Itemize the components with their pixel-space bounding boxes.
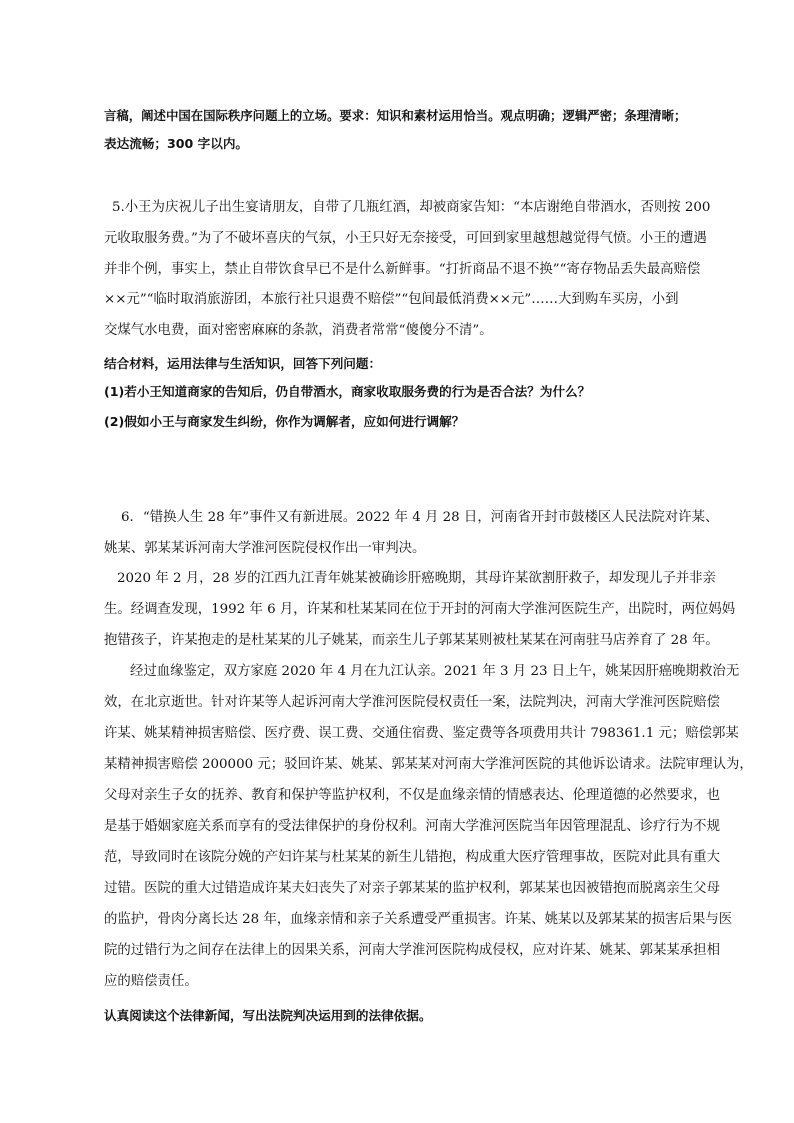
q6-line-12: 范，导致同时在该院分娩的产妇许某与杜某某的新生儿错抱，构成重大医疗管理事故，医院对此具有重大: [104, 850, 720, 865]
q5-line-3: 并非个例，事实上，禁止自带饮食早已不是什么新鲜事。“打折商品不退不换”“寄存物品丢失最高赔偿: [104, 262, 701, 277]
q6-line-10: 父母对亲生子女的抚养、教育和保护等监护权利，不仅是血缘亲情的情感表达、伦理道德的必然要求，也: [104, 788, 720, 803]
q6-line-16: 应的赔偿责任。: [104, 974, 198, 989]
q5-subquestion-2: (2)假如小王与商家发生纠纷，你作为调解者，应如何进行调解？: [104, 414, 465, 429]
q6-line-5: 抱错孩子，许某抱走的是杜某某的儿子姚某，而亲生儿子郭某某则被杜某某在河南驻马店养育了 28 年。: [104, 633, 719, 648]
q6-line-6: 经过血缘鉴定，双方家庭 2020 年 4 月在九江认亲。2021 年 3 月 23 日上午，姚某因肝癌晚期救治无: [130, 664, 740, 679]
q6-line-1: 6．“错换人生 28 年”事件又有新进展。2022 年 4 月 28 日，河南省开封市鼓楼区人民法院对许某、: [121, 510, 719, 525]
q5-instruction: 结合材料，运用法律与生活知识，回答下列问题：: [104, 356, 382, 371]
q6-line-15: 院的过错行为之间存在法律上的因果关系，河南大学淮河医院构成侵权，应对许某、姚某、郭某某承担相: [104, 943, 720, 958]
q6-line-2: 姚某、郭某某诉河南大学淮河医院侵权作出一审判决。: [104, 541, 426, 556]
intro-line-1: 言稿，阐述中国在国际秩序问题上的立场。要求：知识和素材运用恰当。观点明确；逻辑严密；条理清晰；: [104, 108, 687, 123]
q6-line-3: 2020 年 2 月，28 岁的江西九江青年姚某被确诊肝癌晚期，其母许某欲割肝救子，却发现儿子并非亲: [117, 571, 716, 586]
q5-subquestion-1: (1)若小王知道商家的告知后，仍自带酒水，商家收取服务费的行为是否合法？为什么？: [104, 384, 591, 399]
q6-line-14: 的监护，骨肉分离长达 28 年，血缘亲情和亲子关系遭受严重损害。许某、姚某以及郭某某的损害后果与医: [104, 912, 733, 927]
q6-instruction: 认真阅读这个法律新闻，写出法院判决运用到的法律依据。: [104, 1008, 432, 1023]
q6-line-8: 许某、姚某精神损害赔偿、医疗费、误工费、交通住宿费、鉴定费等各项费用共计 798361.1 元；赔偿郭某: [104, 726, 739, 741]
q6-line-13: 过错。医院的重大过错造成许某夫妇丧失了对亲子郭某某的监护权利，郭某某也因被错抱而脱离亲生父母: [104, 881, 720, 896]
q5-line-2: 元收取服务费。”为了不破坏喜庆的气氛，小王只好无奈接受，可回到家里越想越觉得气愤。小王的遭遇: [104, 231, 707, 246]
q6-line-7: 效，在北京逝世。针对许某等人起诉河南大学淮河医院侵权责任一案，法院判决，河南大学淮河医院赔偿: [104, 695, 720, 710]
q5-line-5: 交煤气水电费，面对密密麻麻的条款，消费者常常“傻傻分不清”。: [104, 323, 493, 338]
q5-line-1: 5.小王为庆祝儿子出生宴请朋友，自带了几瓶红酒，却被商家告知：“本店谢绝自带酒水，否则按 200: [112, 200, 711, 215]
q6-line-11: 是基于婚姻家庭关系而享有的受法律保护的身份权利。河南大学淮河医院当年因管理混乱、诊疗行为不规: [104, 819, 720, 834]
q5-line-4: ××元”“临时取消旅游团，本旅行社只退费不赔偿”“包间最低消费××元”……大到购车买房，小到: [104, 292, 679, 307]
q6-line-9: 某精神损害赔偿 200000 元；驳回许某、姚某、郭某某对河南大学淮河医院的其他诉讼请求。法院审理认为，: [104, 757, 753, 772]
q6-line-4: 生。经调查发现，1992 年 6 月，许某和杜某某同在位于开封的河南大学淮河医院生产，出院时，两位妈妈: [104, 602, 736, 617]
intro-line-2: 表达流畅；300 字以内。: [104, 136, 249, 151]
